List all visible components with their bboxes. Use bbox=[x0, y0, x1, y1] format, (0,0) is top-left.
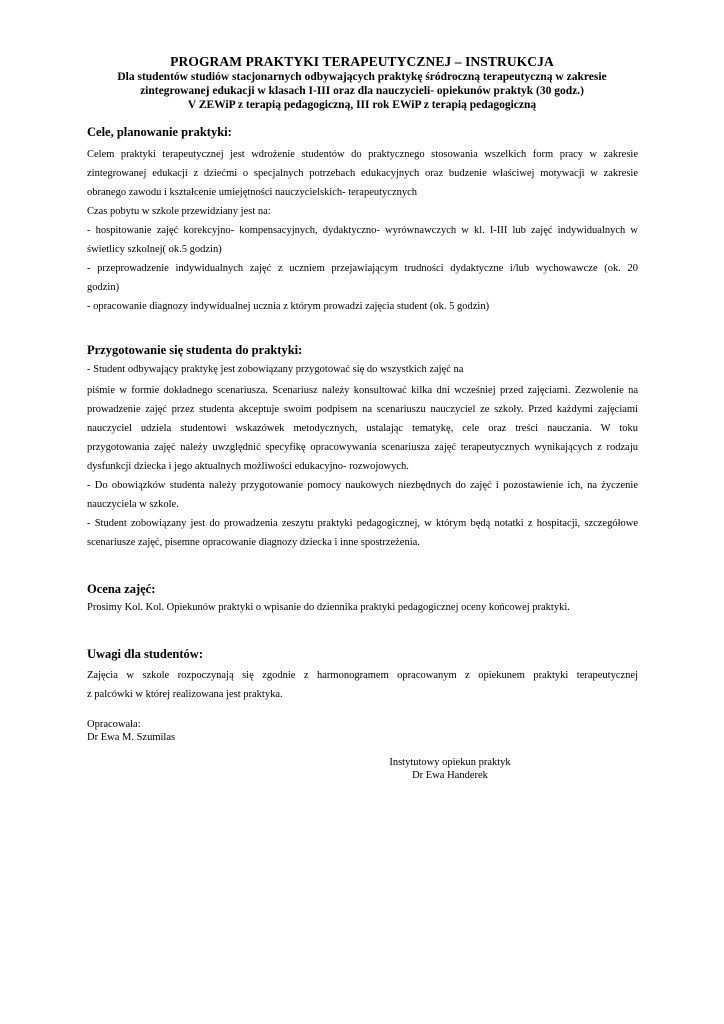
supervisor-name: Dr Ewa Handerek bbox=[412, 770, 488, 781]
document-header bbox=[40, 54, 684, 112]
section-body-cele bbox=[87, 145, 638, 316]
paragraph-line: dysfunkcji dziecka i jego aktualnych możliwości edukacyjno- rozwojowych. bbox=[87, 461, 409, 472]
supervisor-signature bbox=[370, 756, 530, 782]
paragraph-line: - Do obowiązków studenta należy przygotowanie pomocy naukowych niezbędnych do zajęć i pozostawienie ich, na życzenie bbox=[87, 480, 638, 491]
section-heading-przygotowanie: Przygotowanie się studenta do praktyki: bbox=[87, 343, 303, 357]
section-body-ocena bbox=[87, 598, 638, 617]
paragraph-line: nauczyciel udziela studentowi wskazówek metodycznych, ustalając tematykę, cele oraz treści nauczania. W toku bbox=[87, 423, 638, 434]
section-heading-ocena: Ocena zajęć: bbox=[87, 582, 156, 596]
section-body-przygotowanie bbox=[87, 360, 638, 552]
paragraph-line: obranego zawodu i kształcenie umiejętności nauczycielskich- terapeutycznych bbox=[87, 187, 418, 198]
paragraph-line: scenariusze zajęć, pisemne opracowanie diagnozy dziecka i inne spostrzeżenia. bbox=[87, 537, 420, 548]
section-heading-cele: Cele, planowanie praktyki: bbox=[87, 125, 232, 139]
paragraph-line: - hospitowanie zajęć korekcyjno- kompensacyjnych, dydaktyczno- wyrównawczych w kl. I-III lub zajęć indywidualnych w bbox=[87, 225, 638, 236]
paragraph-line: - przeprowadzenie indywidualnych zajęć z uczniem przejawiającym trudności dydaktyczne i/lub wychowawcze (ok. 20 bbox=[87, 263, 638, 274]
section-body-uwagi bbox=[87, 666, 638, 704]
subtitle-line-3: V ZEWiP z terapią pedagogiczną, III rok EWiP z terapią pedagogiczną bbox=[187, 99, 537, 111]
paragraph-line: nauczyciela w szkole. bbox=[87, 499, 179, 510]
paragraph-line: zintegrowanej edukacji z dziećmi o specjalnych potrzebach edukacyjnych oraz budzenie właściwej motywacji w zakresie bbox=[87, 168, 638, 179]
paragraph-line: Zajęcia w szkole rozpoczynają się zgodnie z harmonogramem opracowanym z opiekunem praktyki terapeutycznej bbox=[87, 670, 638, 681]
paragraph-line: prowadzenie zajęć przez studenta akceptuje swoim podpisem na scenariuszu nauczyciel ze szkoły. Przed każdymi zajęciami bbox=[87, 404, 638, 415]
paragraph-line: Czas pobytu w szkole przewidziany jest na: bbox=[87, 206, 271, 217]
author-signature bbox=[87, 718, 175, 744]
author-label: Opracowała: bbox=[87, 719, 141, 730]
paragraph-line: z palcówki w której realizowana jest praktyka. bbox=[87, 689, 283, 700]
paragraph-line: godzin) bbox=[87, 282, 120, 293]
paragraph-line: - Student odbywający praktykę jest zobowiązany przygotować się do wszystkich zajęć na bbox=[87, 364, 464, 375]
subtitle-line-2: zintegrowanej edukacji w klasach I-III oraz dla nauczycieli- opiekunów praktyk (30 godz.) bbox=[140, 85, 584, 97]
paragraph-line: Prosimy Kol. Kol. Opiekunów praktyki o wpisanie do dziennika praktyki pedagogicznej oceny końcowej praktyki. bbox=[87, 602, 570, 613]
paragraph-line: - opracowanie diagnozy indywidualnej ucznia z którym prowadzi zajęcia student (ok. 5 godzin) bbox=[87, 301, 490, 312]
document-title: PROGRAM PRAKTYKI TERAPEUTYCZNEJ – INSTRUKCJA bbox=[170, 54, 554, 69]
paragraph-line: przygotowania zajęć należy uwzględnić specyfikę opracowywania scenariusza zajęć terapeutycznych wynikających z rodzaju bbox=[87, 442, 638, 453]
section-heading-uwagi: Uwagi dla studentów: bbox=[87, 647, 203, 661]
paragraph-line: świetlicy szkolnej( ok.5 godzin) bbox=[87, 244, 222, 255]
subtitle-line-1: Dla studentów studiów stacjonarnych odbywających praktykę śródroczną terapeutyczną w zakresie bbox=[117, 71, 607, 83]
author-name: Dr Ewa M. Szumilas bbox=[87, 732, 176, 743]
paragraph-line: - Student zobowiązany jest do prowadzenia zeszytu praktyki pedagogicznej, w którym będą notatki z hospitacji, szczegółowe bbox=[87, 518, 638, 529]
paragraph-line: piśmie w formie dokładnego scenariusza. Scenariusz należy konsultować kilka dni wcześniej przed zajęciami. Zezwolenie na bbox=[87, 385, 638, 396]
paragraph-line: Celem praktyki terapeutycznej jest wdrożenie studentów do praktycznego stosowania wszelkich form pracy w zakresie bbox=[87, 149, 638, 160]
supervisor-label: Instytutowy opiekun praktyk bbox=[389, 757, 511, 768]
